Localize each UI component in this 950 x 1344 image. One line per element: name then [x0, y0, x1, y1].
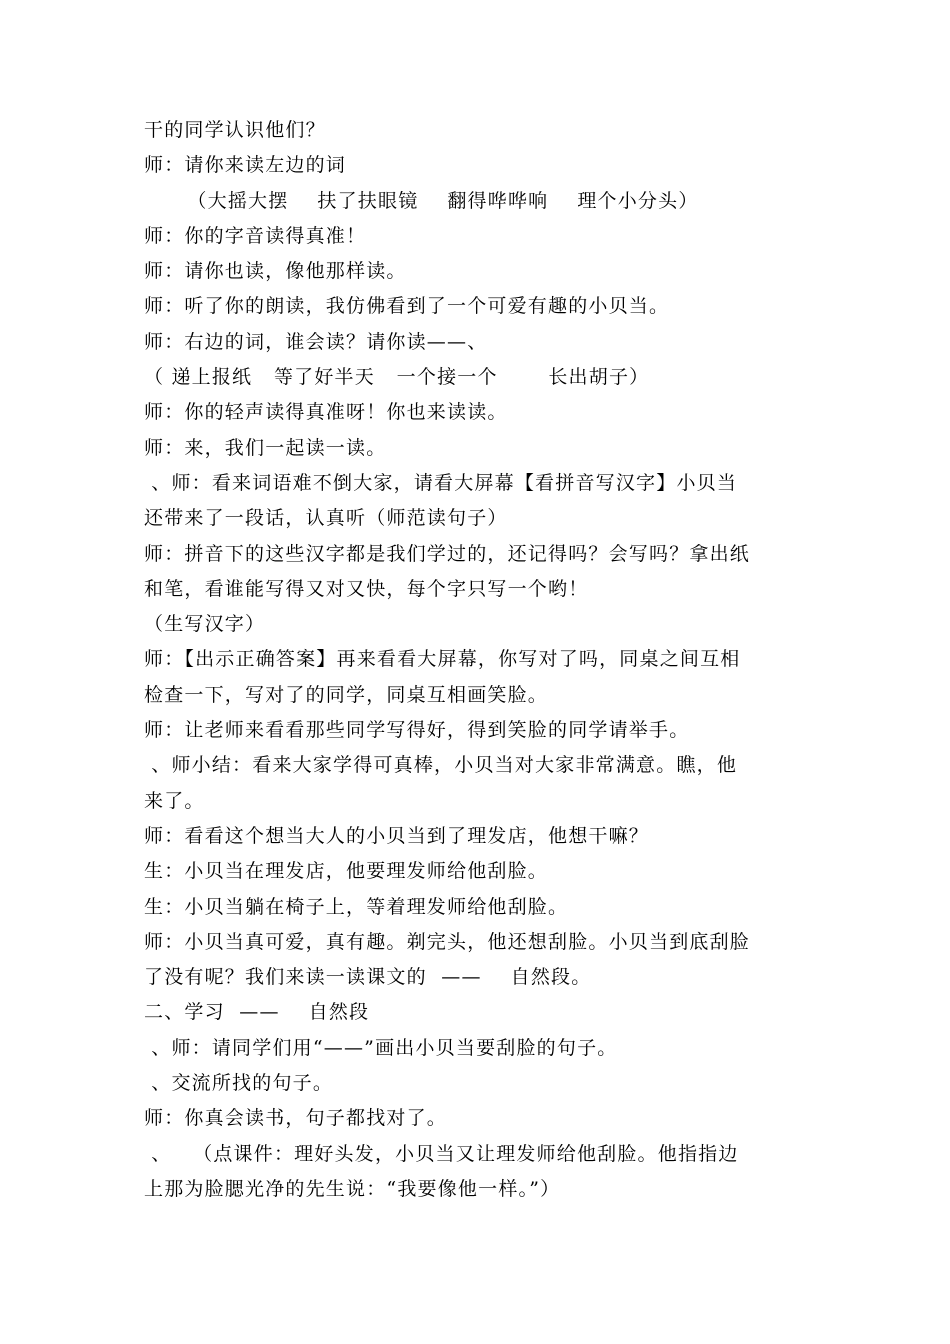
text-line: 了没有呢？我们来读一读课文的 —— 自然段。	[144, 966, 592, 989]
text-line: 生：小贝当躺在椅子上，等着理发师给他刮脸。	[144, 895, 569, 918]
text-line: 师：让老师来看看那些同学写得好，得到笑脸的同学请举手。	[144, 719, 690, 742]
text-line: 师：【出示正确答案】再来看看大屏幕，你写对了吗，同桌之间互相	[144, 648, 741, 671]
text-line: 师：来，我们一起读一读。	[144, 436, 387, 459]
text-line: 、 （点课件：理好头发，小贝当又让理发师给他刮脸。他指指边	[144, 1142, 739, 1165]
text-line: 上那为脸腮光净的先生说：“我要像他一样。”）	[144, 1177, 561, 1200]
text-line: 、师：看来词语难不倒大家，请看大屏幕【看拼音写汉字】小贝当	[144, 471, 738, 494]
text-line: 师：拼音下的这些汉字都是我们学过的，还记得吗？会写吗？拿出纸	[144, 542, 751, 565]
text-line: 师：小贝当真可爱，真有趣。剃完头，他还想刮脸。小贝当到底刮脸	[144, 930, 751, 953]
text-line: 二、学习 —— 自然段	[144, 1001, 370, 1024]
text-line: 师：你的字音读得真准！	[144, 224, 367, 247]
text-line: 检查一下，写对了的同学，同桌互相画笑脸。	[144, 683, 549, 706]
text-line: （大摇大摆 扶了扶眼镜 翻得哗哗响 理个小分头）	[144, 189, 699, 212]
text-line: 还带来了一段话，认真听（师范读句子）	[144, 507, 508, 530]
text-line: 师：听了你的朗读，我仿佛看到了一个可爱有趣的小贝当。	[144, 295, 670, 318]
text-line: （生写汉字）	[144, 613, 266, 636]
document-body	[144, 113, 814, 1207]
text-line: 师：你的轻声读得真准呀！你也来读读。	[144, 401, 508, 424]
text-line: 师：你真会读书，句子都找对了。	[144, 1107, 448, 1130]
text-line: 来了。	[144, 789, 205, 812]
text-line: 师：右边的词，谁会读？请你读——、	[144, 330, 488, 353]
text-line: 生：小贝当在理发店，他要理发师给他刮脸。	[144, 860, 549, 883]
text-line: 干的同学认识他们？	[144, 119, 326, 141]
text-line: 、师小结：看来大家学得可真棒，小贝当对大家非常满意。瞧，他	[144, 754, 738, 777]
text-line: 师：请你来读左边的词	[144, 154, 347, 177]
text-line: （ 递上报纸 等了好半天 一个接一个 长出胡子）	[144, 366, 650, 389]
text-line: 、交流所找的句子。	[144, 1072, 334, 1095]
text-line: 、师：请同学们用“——”画出小贝当要刮脸的句子。	[144, 1036, 618, 1059]
text-line: 和笔，看谁能写得又对又快，每个字只写一个哟！	[144, 577, 589, 600]
text-line: 师：看看这个想当大人的小贝当到了理发店，他想干嘛？	[144, 824, 650, 847]
text-line: 师：请你也读，像他那样读。	[144, 260, 407, 283]
